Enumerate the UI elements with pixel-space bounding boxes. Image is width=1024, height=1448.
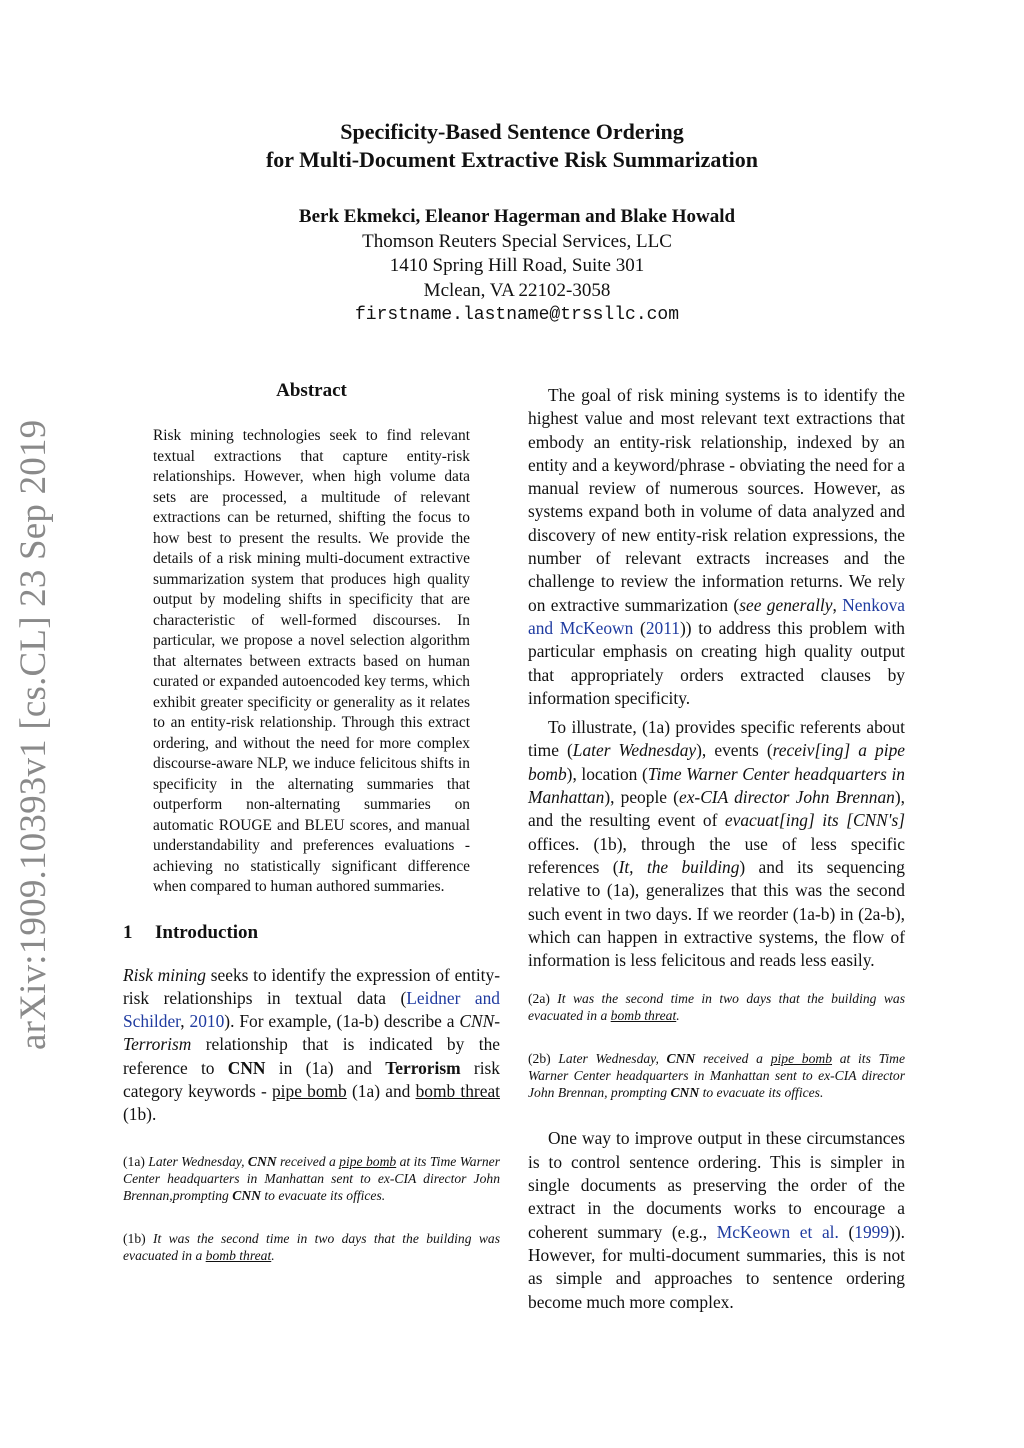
right-paragraph-2 [528, 716, 905, 972]
text-run: Later Wednesday, [148, 1153, 248, 1169]
example-label: (1b) [123, 1230, 146, 1246]
author-org: Thomson Reuters Special Services, LLC [362, 230, 672, 252]
section-title: Introduction [155, 921, 259, 943]
intro-paragraph-1 [123, 964, 500, 1127]
left-column [123, 380, 500, 1264]
text-run: ( [838, 1221, 855, 1242]
text-run: ), events ( [696, 740, 773, 761]
text-run: to evacuate its offices. [699, 1085, 824, 1101]
text-run: ( [633, 617, 646, 638]
text-run: . [271, 1247, 275, 1263]
entity-terrorism: Terrorism [385, 1057, 461, 1078]
text-run: to evacuate its offices. [260, 1187, 386, 1203]
text-run: , [180, 1011, 190, 1032]
abstract-heading: Abstract [276, 380, 347, 401]
italic-phrase: receiv[ing] a pipe bomb [528, 740, 905, 784]
keyword-bomb-threat: bomb threat [205, 1247, 272, 1263]
italic-phrase: see generally [739, 594, 833, 615]
text-run: offices. (1b), through the use of less specific references ( [528, 833, 905, 877]
abstract-text: Risk mining technologies seek to find relevant textual extractions that capture entity-risk relationships. However, when high volume data sets are processed, a multitude of relevant extractions can be returned, shifting the focus to how best to present the results. We provide the details of a risk mining multi-document extractive summarization system that produces high quality output by modeling shifts in specificity that are characteristic of well-formed discourses. In particular, we propose a novel selection algorithm that alternates between extracts based on human curated or expanded autoencoded key terms, which exhibit greater specificity or generality as it relates to an entity-risk relationship. Through this extract ordering, and without the need for more complex discourse-aware NLP, we induce felicitous shifts in specificity in the alternating summaries that outperform non-alternating summaries on automatic ROUGE and BLEU scores, and manual understandability and preferences evaluations - achieving no statistically significant difference when compared to human authored summaries. [153, 427, 470, 895]
text-run: (1b). [123, 1104, 157, 1125]
text-run: in (1a) and [265, 1057, 386, 1078]
keyword-pipe-bomb: pipe bomb [770, 1051, 833, 1067]
text-run: ). For example, (1a-b) describe a [224, 1011, 460, 1032]
text-run: received a [695, 1051, 771, 1067]
italic-phrase: ex-CIA director John Brennan [678, 787, 895, 808]
text-run: relationship that is indicated by the reference to [123, 1034, 500, 1078]
text-run: , [832, 594, 843, 615]
text-run: To illustrate, (1a) provides specific referents about time ( [528, 717, 905, 761]
example-label: (1a) [123, 1153, 145, 1169]
text-run: ), people ( [604, 787, 679, 808]
text-run: ) and its sequencing relative to (1a), generalizes that this was the second such event in two days. If we reorder (1a-b) in (2a-b), which can happen in extractive systems, the flow of information is less felicitous and reads less easily. [528, 856, 905, 971]
author-block [0, 205, 1024, 328]
text-run: One way to improve output in these circumstances is to control sentence ordering. This is simpler in single documents as preserving the order of the extract in the documents works to encourage a coherent summary (e.g., [528, 1128, 905, 1242]
right-paragraph-3 [528, 1127, 905, 1313]
right-paragraph-1 [528, 384, 905, 710]
example-1b [123, 1230, 500, 1264]
title-line-1: Specificity-Based Sentence Ordering [340, 119, 684, 144]
author-names: Berk Ekmekci, Eleanor Hagerman and Blake Howald [298, 206, 736, 227]
keyword-bomb-threat: bomb threat [415, 1080, 500, 1101]
text-run: ), and the resulting event of [528, 787, 905, 831]
example-2a [528, 990, 905, 1024]
text-run: at its Time Warner Center headquarters in Manhattan sent to ex-CIA director John Brennan,prompting [123, 1153, 500, 1203]
example-2b [528, 1050, 905, 1101]
keyword-bomb-threat: bomb threat [610, 1008, 677, 1024]
entity-cnn: CNN [670, 1085, 700, 1101]
section-heading-introduction [123, 922, 500, 944]
text-run: )). However, for multi-document summaries, this is not as simple and approaches to sentence ordering become much more complex. [528, 1221, 905, 1312]
citation-year-link[interactable]: 2010 [189, 1011, 225, 1032]
citation-year-link[interactable]: 2011 [645, 617, 680, 638]
title-line-2: for Multi-Document Extractive Risk Summarization [265, 147, 759, 172]
text-run: (1a) and [346, 1080, 416, 1101]
right-column [528, 384, 905, 1314]
citation-link-nenkova[interactable]: Nenkova and McKeown [528, 594, 905, 638]
paper-title [0, 118, 1024, 174]
citation-year-link[interactable]: 1999 [854, 1221, 890, 1242]
text-run: . [676, 1008, 680, 1024]
text-run: Later Wednesday, [558, 1051, 667, 1067]
example-label: (2a) [528, 991, 550, 1007]
example-label: (2b) [528, 1051, 551, 1067]
text-run: The goal of risk mining systems is to identify the highest value and most relevant text extractions that embody an entity-risk relationship, indexed by an entity and a keyword/phrase - obviating the need for a manual review of numerous sources. However, as systems expand both in volume of data analyzed and discovery of new entity-risk relation expressions, the number of relevant extracts increases and the challenge to review the information returns. We rely on extractive summarization ( [528, 385, 905, 615]
italic-phrase: It, the building [618, 856, 740, 877]
text-run: received a [276, 1153, 340, 1169]
keyword-pipe-bomb: pipe bomb [339, 1153, 397, 1169]
text-run: )) to address this problem with particular emphasis on creating high quality output that appropriately orders extracted clauses by information specificity. [528, 617, 905, 708]
entity-cnn: CNN [232, 1187, 261, 1203]
italic-phrase: Time Warner Center headquarters in Manhattan [528, 763, 905, 808]
text-run: ), location ( [566, 763, 648, 784]
text-run: at its Time Warner Center headquarters in Manhattan sent to ex-CIA director John Brennan, prompting [528, 1051, 905, 1101]
author-address-2: Mclean, VA 22102-3058 [423, 279, 611, 301]
italic-phrase: Later Wednesday [572, 740, 697, 761]
text-run: seeks to identify the expression of entity-risk relationships in textual data ( [123, 964, 500, 1008]
entity-cnn: CNN [227, 1057, 266, 1078]
term-risk-mining: Risk mining [123, 964, 206, 985]
text-run: risk category keywords - [123, 1057, 501, 1101]
text-run: It was the second time in two days that the building was evacuated in a [528, 991, 905, 1024]
entity-cnn: CNN [247, 1153, 277, 1169]
relation-term: CNN-Terrorism [123, 1011, 500, 1055]
keyword-pipe-bomb: pipe bomb [271, 1080, 347, 1101]
text-run: It was the second time in two days that the building was evacuated in a [123, 1230, 500, 1263]
arxiv-identifier: arXiv:1909.10393v1 [cs.CL] 23 Sep 2019 [13, 419, 54, 1050]
italic-phrase: evacuat[ing] its [CNN's] [724, 810, 906, 831]
citation-link-leidner[interactable]: Leidner and Schilder [123, 987, 501, 1032]
citation-link-mckeown[interactable]: McKeown et al. [716, 1221, 839, 1242]
entity-cnn: CNN [666, 1051, 696, 1067]
author-email: firstname.lastname@trssllc.com [354, 305, 680, 325]
example-1a [123, 1153, 500, 1204]
author-address-1: 1410 Spring Hill Road, Suite 301 [389, 255, 645, 276]
section-number: 1 [123, 921, 133, 943]
